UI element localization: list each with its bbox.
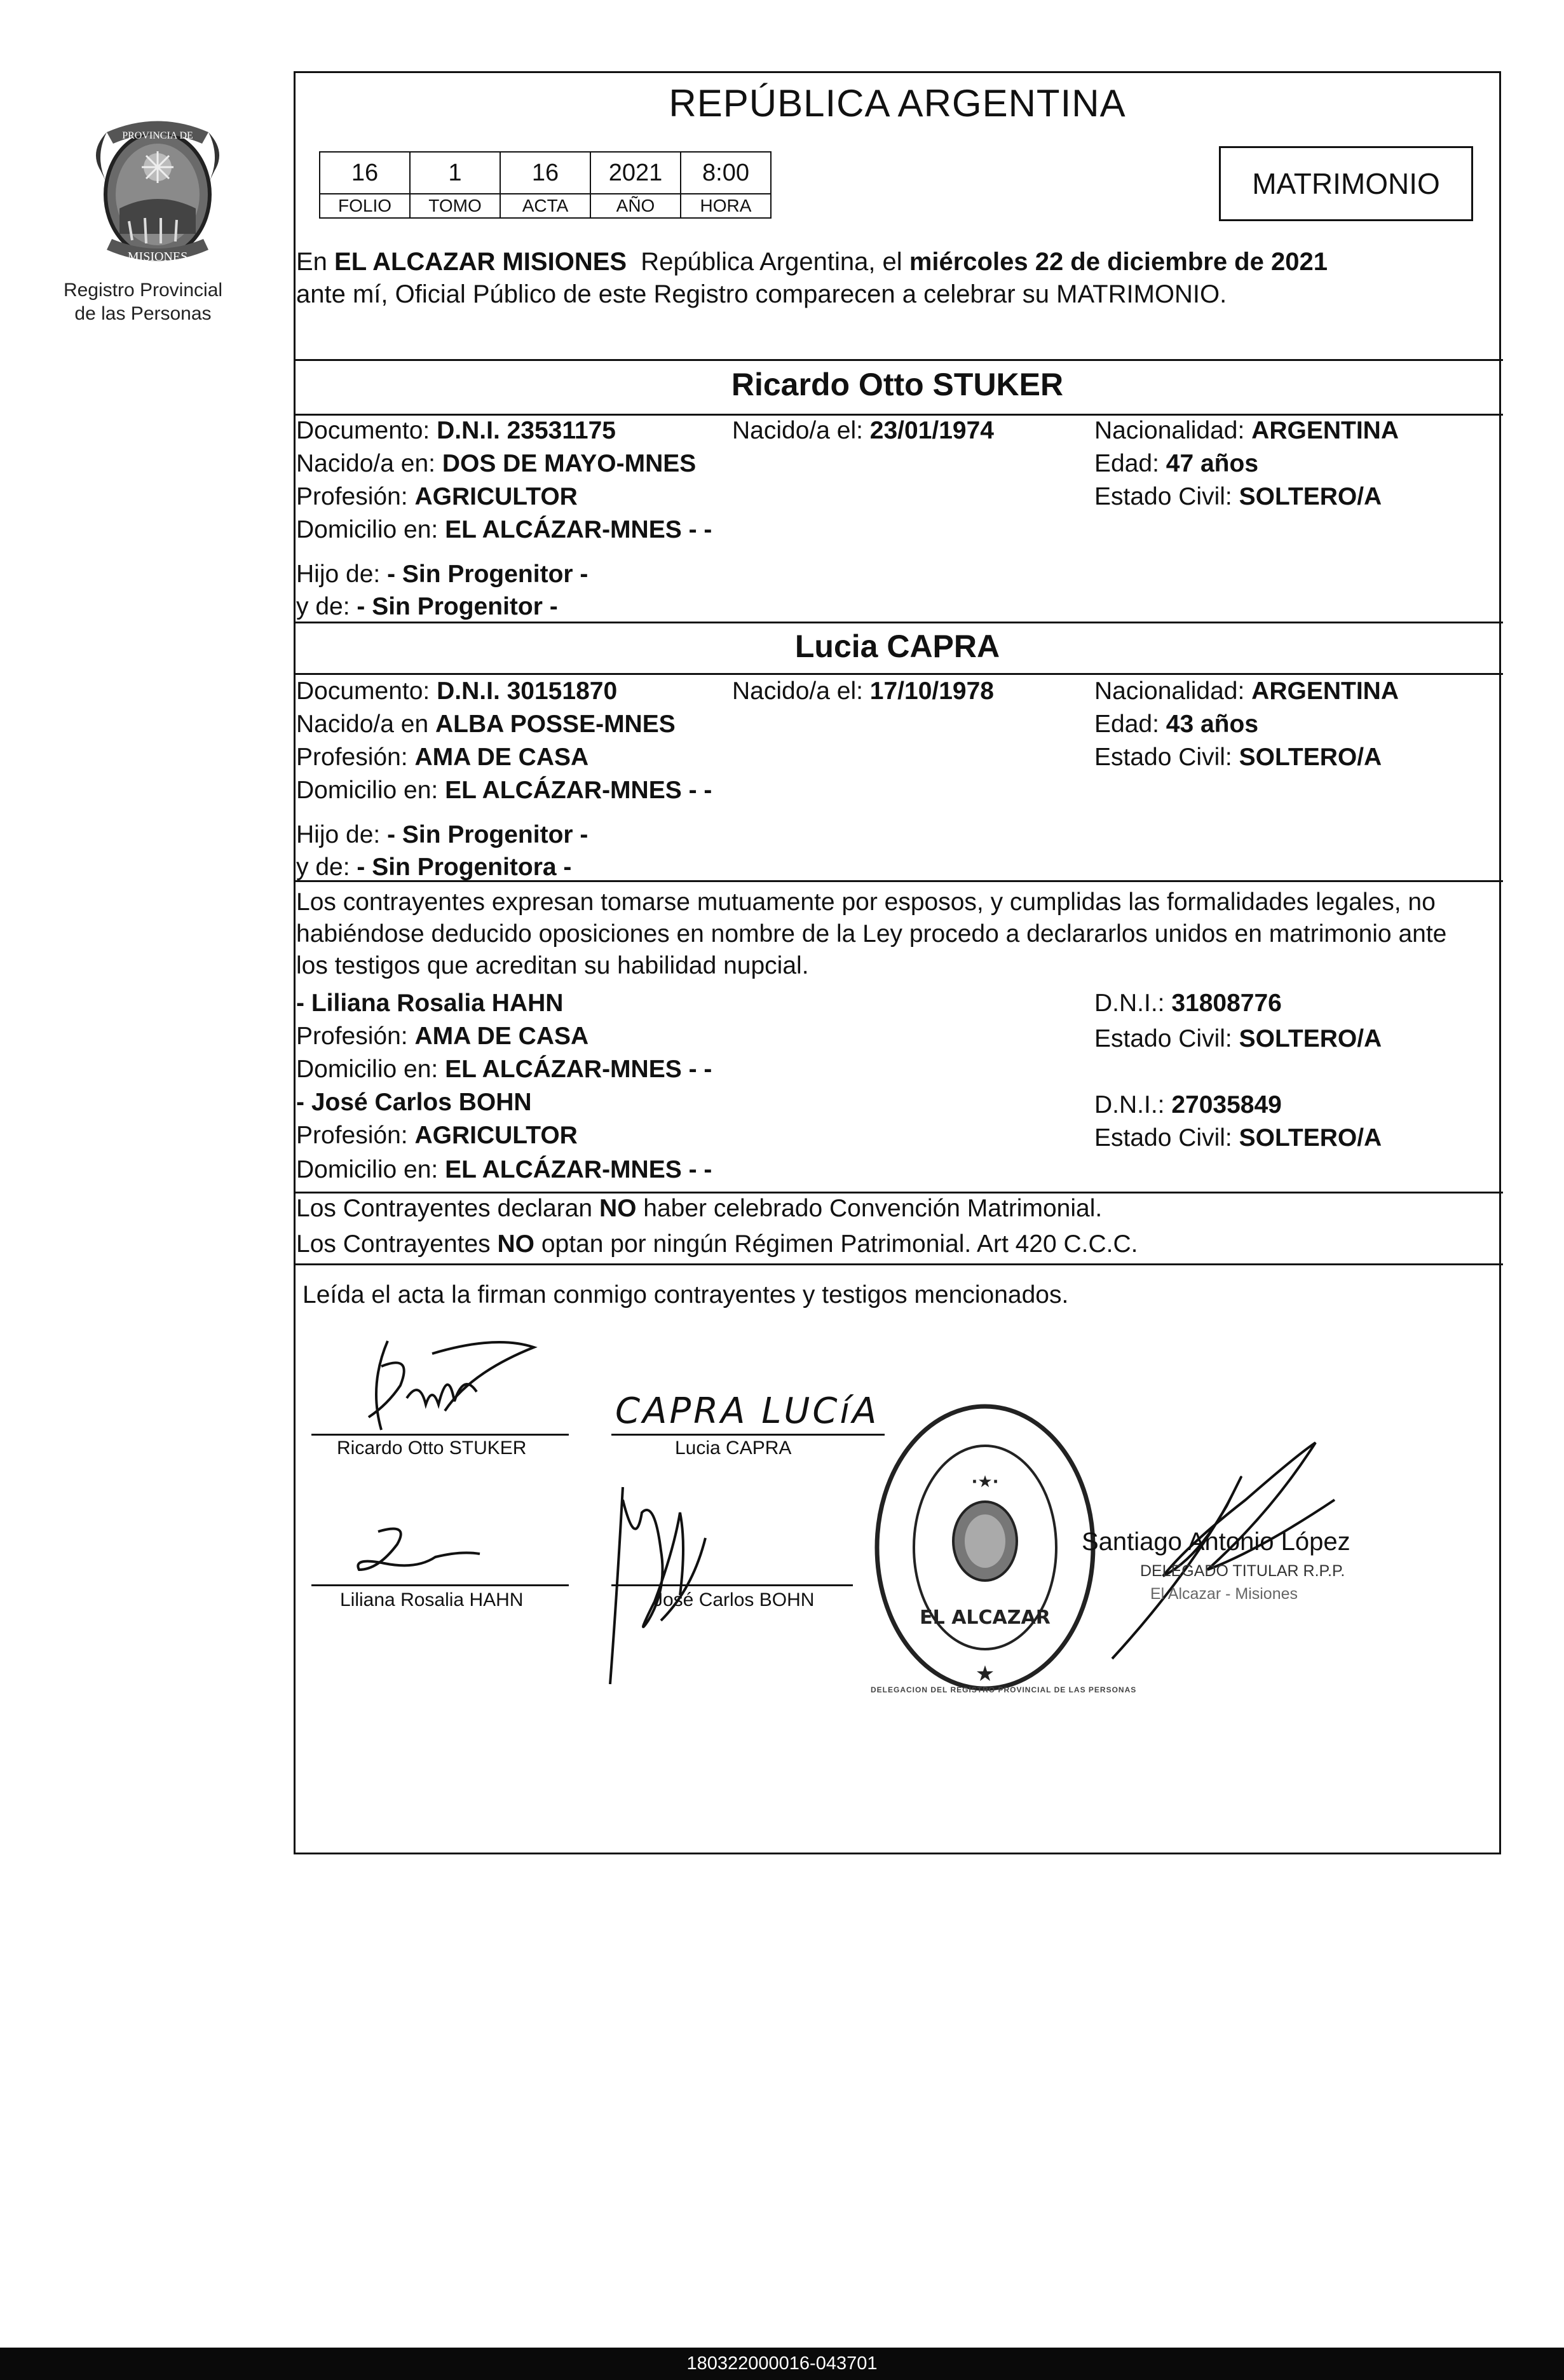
official-seal xyxy=(871,1398,1137,1697)
regime-line1-post: haber celebrado Convención Matrimonial. xyxy=(636,1195,1103,1222)
witness2-name: - José Carlos BOHN xyxy=(296,1089,532,1116)
registry-caption-line2: de las Personas xyxy=(74,303,212,324)
svg-text:EL ALCAZAR: EL ALCAZAR xyxy=(920,1607,1051,1629)
signature-line-capra xyxy=(611,1434,885,1436)
spouse2-parent2-value: - Sin Progenitora - xyxy=(357,853,572,881)
regime-line2-bold: NO xyxy=(497,1230,535,1258)
spouse2-profession xyxy=(296,741,588,774)
registry-caption-line1: Registro Provincial xyxy=(63,280,223,301)
spouse1-birthdate-label: Nacido/a el: xyxy=(732,417,870,444)
hour-value: 8:00 xyxy=(681,152,771,194)
svg-text:·★·: ·★· xyxy=(971,1472,999,1492)
spouse2-birthplace-label: Nacido/a en xyxy=(296,711,435,738)
regime-line1-pre: Los Contrayentes declaran xyxy=(296,1195,599,1222)
spouse1-parent2-value: - Sin Progenitor - xyxy=(357,593,558,620)
signature-bohn xyxy=(597,1474,737,1690)
spouse2-age xyxy=(1094,708,1258,741)
spouse2-civil xyxy=(1094,741,1382,774)
spouse1-parent1 xyxy=(296,558,588,591)
regime-line2 xyxy=(296,1228,1138,1261)
spouse2-parent2-label: y de: xyxy=(296,853,357,881)
divider-regime-end xyxy=(296,1263,1503,1265)
intro-line1 xyxy=(296,245,1328,278)
spouse2-nationality xyxy=(1094,675,1399,708)
seal-outer-text: DELEGACION DEL REGISTRO PROVINCIAL DE LAS PERSONAS xyxy=(871,1685,1137,1694)
spouse1-name: Ricardo Otto STUKER xyxy=(731,367,1064,402)
spouse1-civil xyxy=(1094,480,1382,513)
spouse1-civil-value: SOLTERO/A xyxy=(1239,483,1382,510)
svg-text:PROVINCIA DE: PROVINCIA DE xyxy=(122,130,193,141)
spouse1-age-value: 47 años xyxy=(1166,450,1259,477)
spouse1-birthplace-value: DOS DE MAYO-MNES xyxy=(442,450,697,477)
spouse1-age-label: Edad: xyxy=(1094,450,1166,477)
spouse1-doc-label: Documento: xyxy=(296,417,437,444)
witness2-dni xyxy=(1094,1089,1282,1122)
witness1-civil-value: SOLTERO/A xyxy=(1239,1025,1382,1052)
signature-label-hahn: Liliana Rosalia HAHN xyxy=(340,1589,524,1610)
tomo-value: 1 xyxy=(410,152,500,194)
acta-label: ACTA xyxy=(500,194,590,218)
intro-date: miércoles 22 de diciembre de 2021 xyxy=(909,248,1328,276)
witness2-profession-label: Profesión: xyxy=(296,1122,415,1149)
spouse2-doc xyxy=(296,675,617,708)
spouse2-age-label: Edad: xyxy=(1094,711,1166,738)
regime-line2-pre: Los Contrayentes xyxy=(296,1230,498,1258)
spouse2-parent1-value: - Sin Progenitor - xyxy=(387,821,588,848)
witness2-address-label: Domicilio en: xyxy=(296,1156,445,1183)
folio-label: FOLIO xyxy=(320,194,410,218)
intro-line2: ante mí, Oficial Público de este Registro comparecen a celebrar su MATRIMONIO. xyxy=(296,280,1227,308)
spouse1-parent1-value: - Sin Progenitor - xyxy=(387,561,588,588)
spouse1-address xyxy=(296,513,712,547)
folio-value: 16 xyxy=(320,152,410,194)
spouse1-parent2 xyxy=(296,590,558,623)
spouse2-birthplace-value: ALBA POSSE-MNES xyxy=(435,711,676,738)
intro-middle: República Argentina, el xyxy=(627,248,909,276)
spouse2-profession-value: AMA DE CASA xyxy=(414,744,589,771)
spouse1-birthdate-value: 23/01/1974 xyxy=(869,417,994,444)
spouse2-address xyxy=(296,774,712,807)
spouse1-birthplace xyxy=(296,447,696,480)
year-label: AÑO xyxy=(590,194,681,218)
spouse1-birthdate xyxy=(732,414,994,447)
spouse2-profession-label: Profesión: xyxy=(296,744,415,771)
spouse2-parent1-label: Hijo de: xyxy=(296,821,388,848)
spouse2-nationality-value: ARGENTINA xyxy=(1251,677,1399,705)
spouse2-parent2 xyxy=(296,851,571,884)
spouse2-birthdate xyxy=(732,675,994,708)
spouse2-civil-label: Estado Civil: xyxy=(1094,744,1239,771)
province-emblem xyxy=(81,113,234,275)
declaration-line2: habiéndose deducido oposiciones en nombre de la Ley procedo a declararlos unidos en matrimonio ante xyxy=(296,920,1447,948)
spouse2-name: Lucia CAPRA xyxy=(794,629,1000,664)
intro-place: EL ALCAZAR MISIONES xyxy=(334,248,627,276)
spouse2-civil-value: SOLTERO/A xyxy=(1239,744,1382,771)
signature-line-hahn xyxy=(311,1584,569,1586)
witness1-civil xyxy=(1094,1023,1382,1056)
spouse1-profession xyxy=(296,480,578,513)
spouse1-age xyxy=(1094,447,1258,480)
signature-line-stuker xyxy=(311,1434,569,1436)
spouse1-parent1-label: Hijo de: xyxy=(296,561,388,588)
official-title: DELEGADO TITULAR R.P.P. xyxy=(1140,1562,1345,1580)
spouse2-nationality-label: Nacionalidad: xyxy=(1094,677,1252,705)
signature-stuker xyxy=(343,1328,547,1449)
page-title: REPÚBLICA ARGENTINA xyxy=(669,82,1126,125)
witness1-address xyxy=(296,1053,712,1086)
witness2-civil xyxy=(1094,1122,1382,1155)
document-code-bar: 180322000016-043701 xyxy=(0,2348,1564,2380)
official-name: Santiago Antonio López xyxy=(1082,1528,1350,1556)
registry-data-table xyxy=(319,151,772,219)
witness1-dni xyxy=(1094,987,1282,1020)
witness1-civil-label: Estado Civil: xyxy=(1094,1025,1239,1052)
spouse2-parent1 xyxy=(296,819,588,852)
spouse2-birthplace xyxy=(296,708,676,741)
tomo-label: TOMO xyxy=(410,194,500,218)
spouse1-nationality-label: Nacionalidad: xyxy=(1094,417,1252,444)
spouse2-address-value: EL ALCÁZAR-MNES - - xyxy=(445,777,712,804)
witness2-address xyxy=(296,1153,712,1187)
spouse1-civil-label: Estado Civil: xyxy=(1094,483,1239,510)
witness2-civil-value: SOLTERO/A xyxy=(1239,1124,1382,1152)
spouse2-address-label: Domicilio en: xyxy=(296,777,445,804)
signature-hahn xyxy=(340,1519,493,1589)
spouse1-doc-value: D.N.I. 23531175 xyxy=(437,417,616,444)
signature-label-capra: Lucia CAPRA xyxy=(675,1438,792,1459)
witness2-address-value: EL ALCÁZAR-MNES - - xyxy=(445,1156,712,1183)
declaration-line1: Los contrayentes expresan tomarse mutuamente por esposos, y cumplidas las formalidades legales, no xyxy=(296,888,1436,916)
year-value: 2021 xyxy=(590,152,681,194)
spouse2-doc-label: Documento: xyxy=(296,677,437,705)
regime-line1 xyxy=(296,1192,1102,1225)
witness2-dni-label: D.N.I.: xyxy=(1094,1091,1172,1119)
spouse2-doc-value: D.N.I. 30151870 xyxy=(437,677,618,705)
spouse1-doc xyxy=(296,414,616,447)
official-place: El Alcazar - Misiones xyxy=(1150,1585,1298,1603)
hour-label: HORA xyxy=(681,194,771,218)
witness1-address-value: EL ALCÁZAR-MNES - - xyxy=(445,1056,712,1083)
spouse1-birthplace-label: Nacido/a en: xyxy=(296,450,442,477)
divider-intro xyxy=(296,359,1503,361)
spouse1-profession-label: Profesión: xyxy=(296,483,415,510)
witness1-name: - Liliana Rosalia HAHN xyxy=(296,989,564,1017)
witness2-profession xyxy=(296,1119,578,1152)
svg-text:MISIONES: MISIONES xyxy=(127,250,188,264)
spouse2-birthdate-label: Nacido/a el: xyxy=(732,677,870,705)
witness1-address-label: Domicilio en: xyxy=(296,1056,445,1083)
signature-line-bohn xyxy=(611,1584,853,1586)
spouse2-age-value: 43 años xyxy=(1166,711,1259,738)
declaration-line3: los testigos que acreditan su habilidad nupcial. xyxy=(296,952,809,979)
spouse2-birthdate-value: 17/10/1978 xyxy=(869,677,994,705)
regime-line2-post: optan por ningún Régimen Patrimonial. Art 420 C.C.C. xyxy=(534,1230,1138,1258)
intro-prefix: En xyxy=(296,248,335,276)
svg-text:★: ★ xyxy=(975,1662,995,1686)
signature-capra-handwriting: CAPRA LUCíA xyxy=(615,1391,880,1432)
signature-label-bohn: José Carlos BOHN xyxy=(653,1589,815,1610)
witness1-dni-label: D.N.I.: xyxy=(1094,989,1172,1017)
spouse1-profession-value: AGRICULTOR xyxy=(414,483,578,510)
witness1-profession-label: Profesión: xyxy=(296,1023,415,1050)
act-type-box: MATRIMONIO xyxy=(1219,146,1473,221)
regime-line1-bold: NO xyxy=(599,1195,637,1222)
spouse1-parent2-label: y de: xyxy=(296,593,357,620)
witness1-profession-value: AMA DE CASA xyxy=(414,1023,589,1050)
spouse1-nationality-value: ARGENTINA xyxy=(1251,417,1399,444)
witness2-profession-value: AGRICULTOR xyxy=(414,1122,578,1149)
reading-note: Leída el acta la firman conmigo contrayentes y testigos mencionados. xyxy=(303,1281,1069,1309)
acta-value: 16 xyxy=(500,152,590,194)
spouse1-address-value: EL ALCÁZAR-MNES - - xyxy=(445,516,712,543)
spouse1-address-label: Domicilio en: xyxy=(296,516,445,543)
witness1-profession xyxy=(296,1020,588,1053)
witness1-dni-value: 31808776 xyxy=(1171,989,1282,1017)
spouse1-nationality xyxy=(1094,414,1399,447)
witness2-civil-label: Estado Civil: xyxy=(1094,1124,1239,1152)
witness2-dni-value: 27035849 xyxy=(1171,1091,1282,1119)
signature-label-stuker: Ricardo Otto STUKER xyxy=(337,1438,527,1459)
registry-caption xyxy=(38,278,248,325)
